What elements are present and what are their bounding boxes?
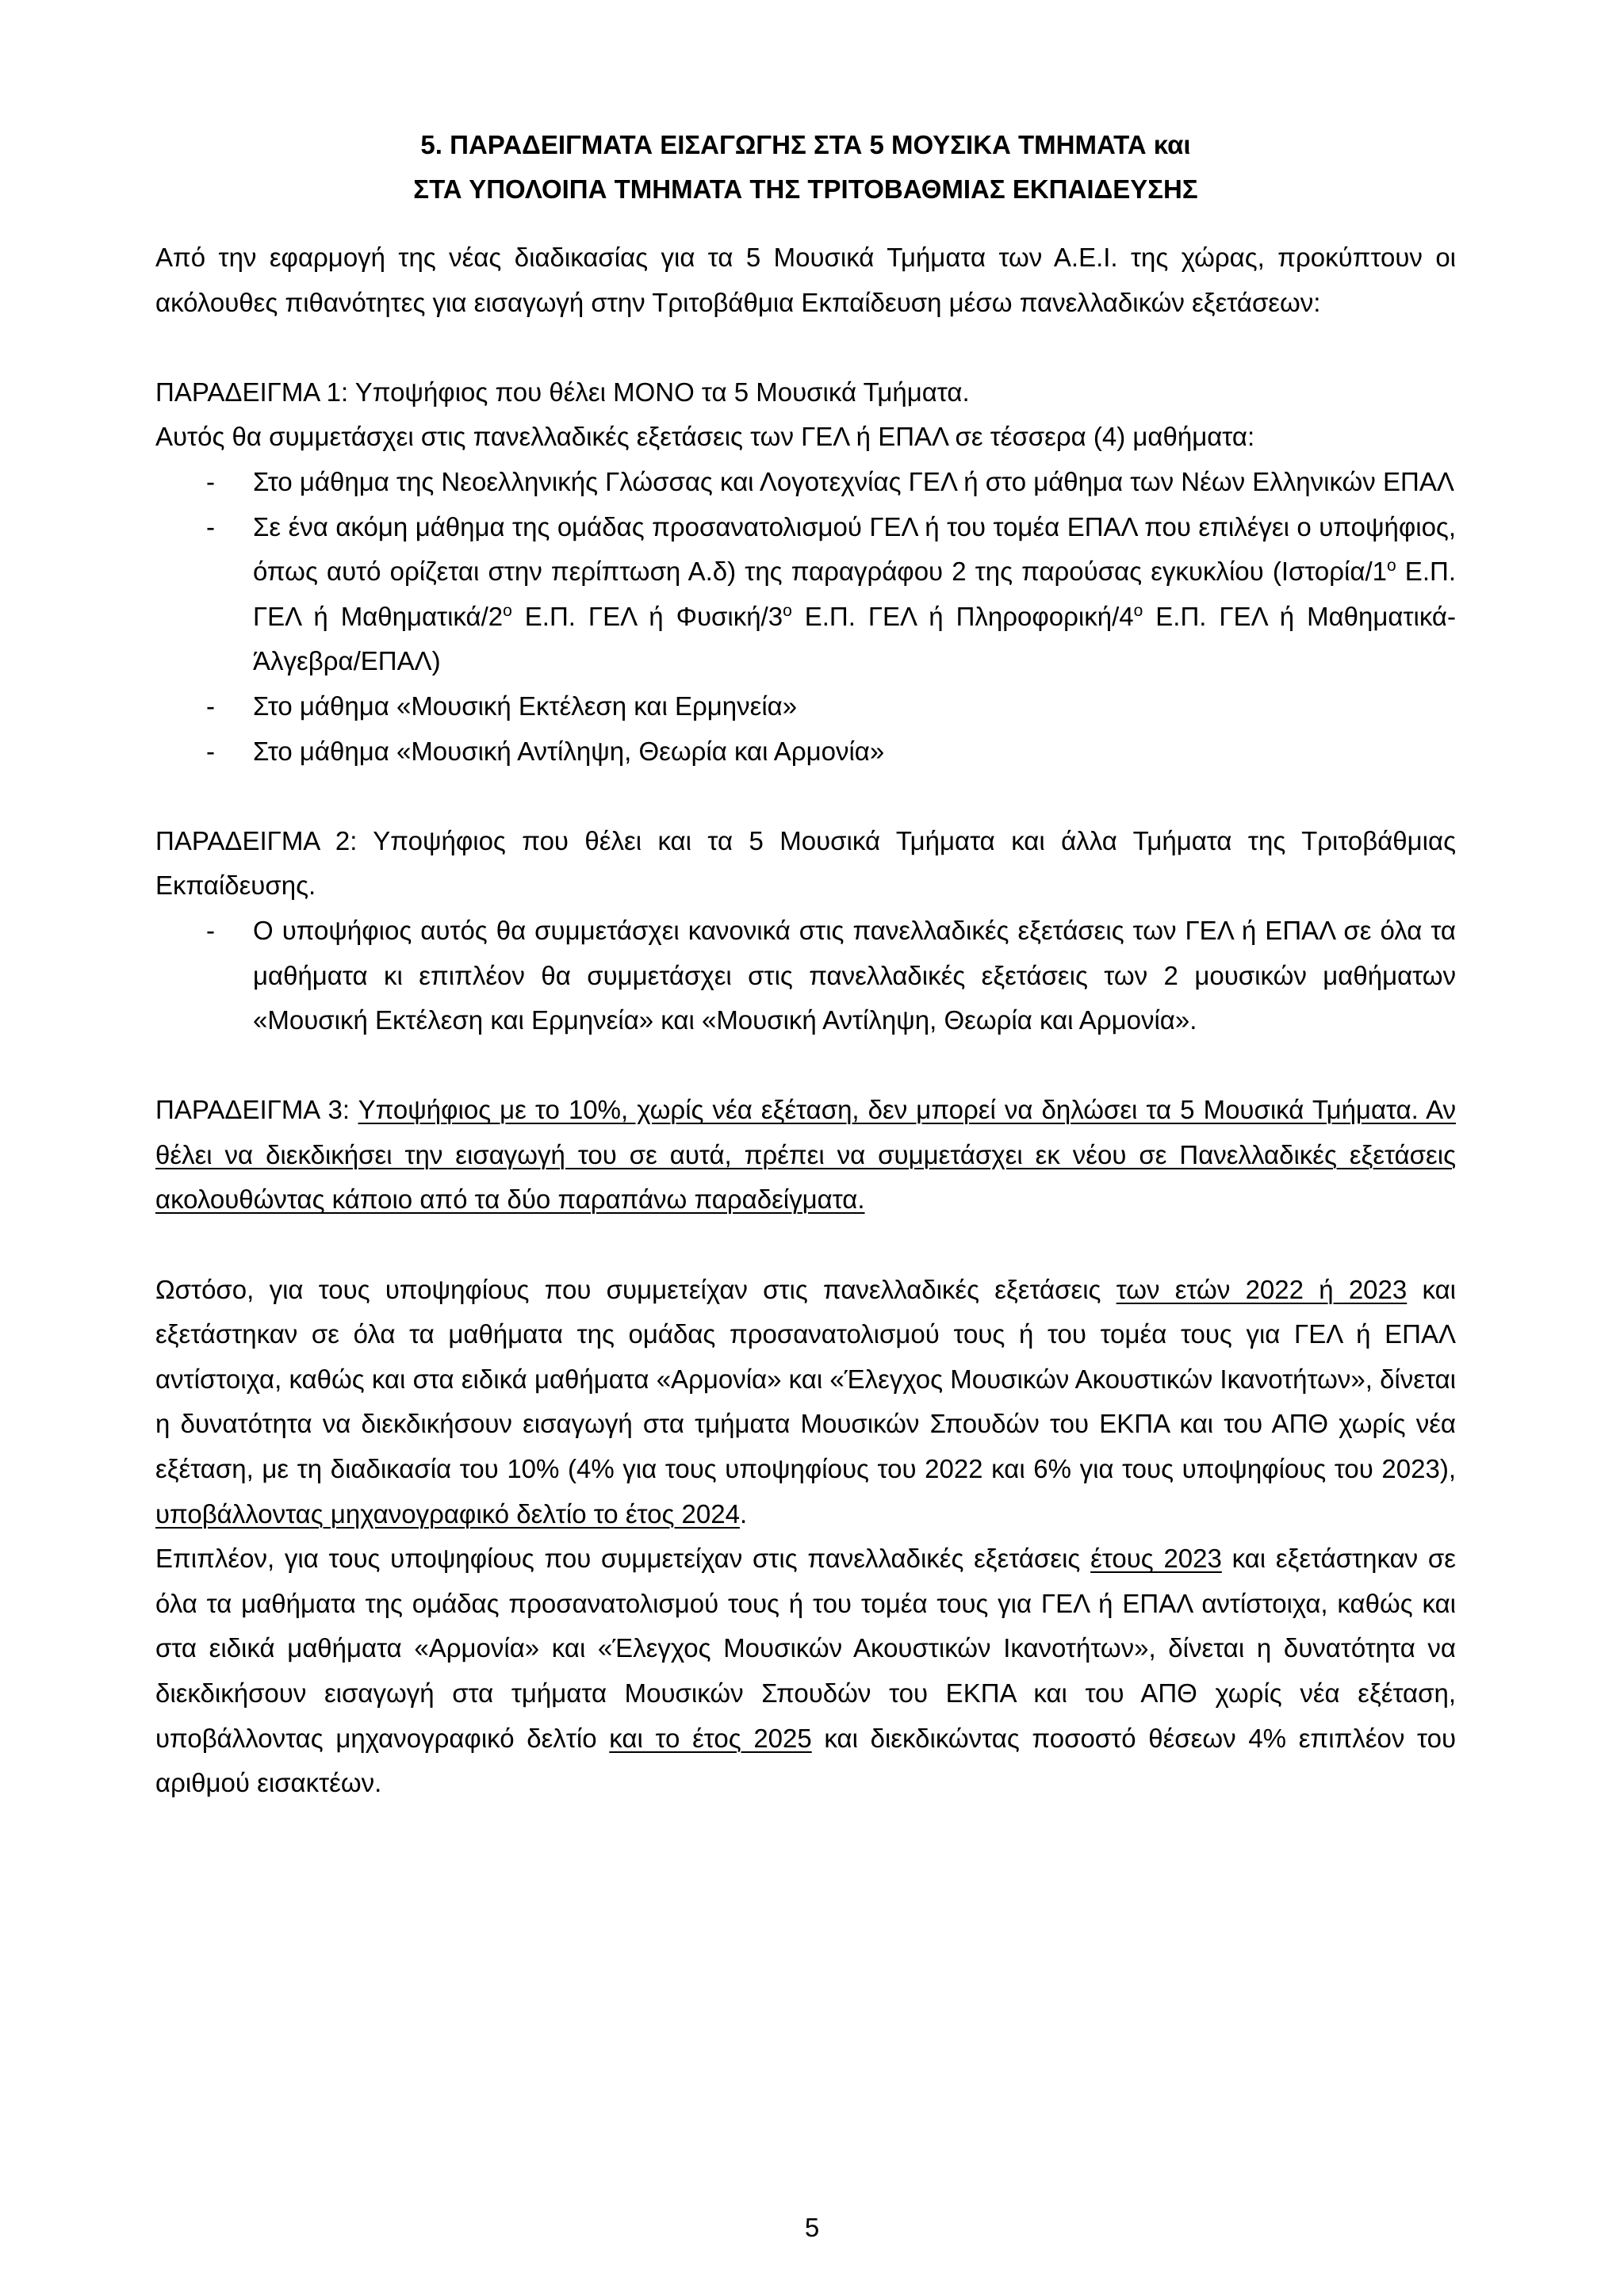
- example-1-list: [155, 460, 1456, 774]
- document-body: [155, 235, 1456, 1806]
- example-2-list: [155, 909, 1456, 1043]
- list-item-text: Ο υποψήφιος αυτός θα συμμετάσχει κανονικά στις πανελλαδικές εξετάσεις των ΓΕΛ ή ΕΠΑΛ σε όλα τα μαθήματα κι επιπλέον θα συμμετάσχει στις πανελλαδικές εξετάσεις των 2 μουσικών μαθήματων «Μουσική Εκτέλεση και Ερμηνεία» και «Μουσική Αντίληψη, Θεωρία και Αρμονία».: [253, 915, 1456, 1035]
- section-title-line-2: ΣΤΑ ΥΠΟΛΟΙΠΑ ΤΜΗΜΑΤΑ ΤΗΣ ΤΡΙΤΟΒΑΘΜΙΑΣ ΕΚΠΑΙΔΕΥΣΗΣ: [413, 174, 1198, 204]
- section-title-line-1: 5. ΠΑΡΑΔΕΙΓΜΑΤΑ ΕΙΣΑΓΩΓΗΣ ΣΤΑ 5 ΜΟΥΣΙΚΑ ΤΜΗΜΑΤΑ και: [420, 130, 1191, 159]
- list-dash: -: [206, 511, 215, 541]
- page-number: 5: [804, 2213, 820, 2242]
- list-dash: -: [206, 466, 215, 496]
- list-item-text: Στο μάθημα «Μουσική Αντίληψη, Θεωρία και Αρμονία»: [253, 736, 885, 766]
- list-dash: -: [206, 736, 215, 766]
- example-1-heading: ΠΑΡΑΔΕΙΓΜΑ 1: Υποψήφιος που θέλει ΜΟΝΟ τα 5 Μουσικά Τμήματα.: [155, 377, 970, 407]
- list-item-text: Στο μάθημα της Νεοελληνικής Γλώσσας και Λογοτεχνίας ΓΕΛ ή στο μάθημα των Νέων Ελληνικών ΕΠΑΛ: [253, 466, 1454, 496]
- intro-paragraph: Από την εφαρμογή της νέας διαδικασίας για τα 5 Μουσικά Τμήματα των Α.Ε.Ι. της χώρας, προκύπτουν οι ακόλουθες πιθανότητες για εισαγωγή στην Τριτοβάθμια Εκπαίδευση μέσω πανελλαδικών εξετάσεων:: [155, 243, 1456, 317]
- list-item: [155, 729, 1456, 775]
- note-paragraph-2: Επιπλέον, για τους υποψηφίους που συμμετείχαν στις πανελλαδικές εξετάσεις έτους 2023 και εξετάστηκαν σε όλα τα μαθήματα της ομάδας προσανατολισμού τους ή του τομέα τους για ΓΕΛ ή ΕΠΑΛ αντίστοιχα, καθώς και στα ειδικά μαθήματα «Αρμονία» και «Έλεγχος Μουσικών Ακουστικών Ικανοτήτων», δίνεται η δυνατότητα να διεκδικήσουν εισαγωγή στα τμήματα Μουσικών Σπουδών του ΕΚΠΑ και του ΑΠΘ χωρίς νέα εξέταση, υποβάλλοντας μηχανογραφικό δελτίο και το έτος 2025 και διεκδικώντας ποσοστό θέσεων 4% επιπλέον του αριθμού εισακτέων.: [155, 1544, 1457, 1798]
- list-item: [155, 909, 1456, 1043]
- example-1-lead: Αυτός θα συμμετάσχει στις πανελλαδικές εξετάσεις των ΓΕΛ ή ΕΠΑΛ σε τέσσερα (4) μαθήματα:: [155, 422, 1255, 452]
- list-item: [155, 505, 1456, 684]
- underlined-submission: υποβάλλοντας μηχανογραφικό δελτίο το έτος 2024: [155, 1498, 740, 1529]
- example-3-label: ΠΑΡΑΔΕΙΓΜΑ 3:: [155, 1095, 358, 1125]
- underlined-years: των ετών 2022 ή 2023: [1116, 1274, 1408, 1304]
- underlined-year-2025: και το έτος 2025: [609, 1723, 812, 1753]
- underlined-year: έτους 2023: [1090, 1544, 1222, 1574]
- list-dash: -: [206, 691, 215, 721]
- list-item-text: Σε ένα ακόμη μάθημα της ομάδας προσανατολισμού ΓΕΛ ή του τομέα ΕΠΑΛ που επιλέγει ο υποψήφιος, όπως αυτό ορίζεται στην περίπτωση Α.δ) της παραγράφου 2 της παρούσας εγκυκλίου ($I\sigma\tau o\rho ί\alpha/1^o$ Ε.Π. ΓΕΛ ή Μαθηματικά/$2^o$ Ε.Π. ΓΕΛ ή Φυσική/$3^o$ Ε.Π. ΓΕΛ ή Πληροφορική/$4^o$ Ε.Π. ΓΕΛ ή Μαθηματικά-Άλγεβρα/ΕΠΑΛ): [253, 511, 1456, 676]
- example-3-underlined-text: Υποψήφιος με το 10%, χωρίς νέα εξέταση, δεν μπορεί να δηλώσει τα 5 Μουσικά Τμήματα. Αν θέλει να διεκδικήσει την εισαγωγή του σε αυτά, πρέπει να συμμετάσχει εκ νέου σε Πανελλαδικές εξετάσεις ακολουθώντας κάποιο από τα δύο παραπάνω παραδείγματα.: [155, 1095, 1456, 1215]
- list-dash: -: [206, 915, 215, 945]
- example-2-heading: ΠΑΡΑΔΕΙΓΜΑ 2: Υποψήφιος που θέλει και τα 5 Μουσικά Τμήματα και άλλα Τμήματα της Τριτοβάθμιας Εκπαίδευσης.: [155, 825, 1456, 901]
- example-3-paragraph: [155, 1088, 1456, 1223]
- list-item: [155, 460, 1456, 505]
- note-paragraph-1: Ωστόσο, για τους υποψηφίους που συμμετείχαν στις πανελλαδικές εξετάσεις των ετών 2022 ή 2023 και εξετάστηκαν σε όλα τα μαθήματα της ομάδας προσανατολισμού τους ή του τομέα τους για ΓΕΛ ή ΕΠΑΛ αντίστοιχα, καθώς και στα ειδικά μαθήματα «Αρμονία» και «Έλεγχος Μουσικών Ακουστικών Ικανοτήτων», δίνεται η δυνατότητα να διεκδικήσουν εισαγωγή στα τμήματα Μουσικών Σπουδών του ΕΚΠΑ και του ΑΠΘ χωρίς νέα εξέταση, με τη διαδικασία του 10% (4% για τους υποψηφίους του 2022 και 6% για τους υποψηφίους του 2023), υποβάλλοντας μηχανογραφικό δελτίο το έτος 2024.: [155, 1274, 1457, 1529]
- list-item: [155, 684, 1456, 729]
- list-item-text: Στο μάθημα «Μουσική Εκτέλεση και Ερμηνεία»: [253, 691, 798, 721]
